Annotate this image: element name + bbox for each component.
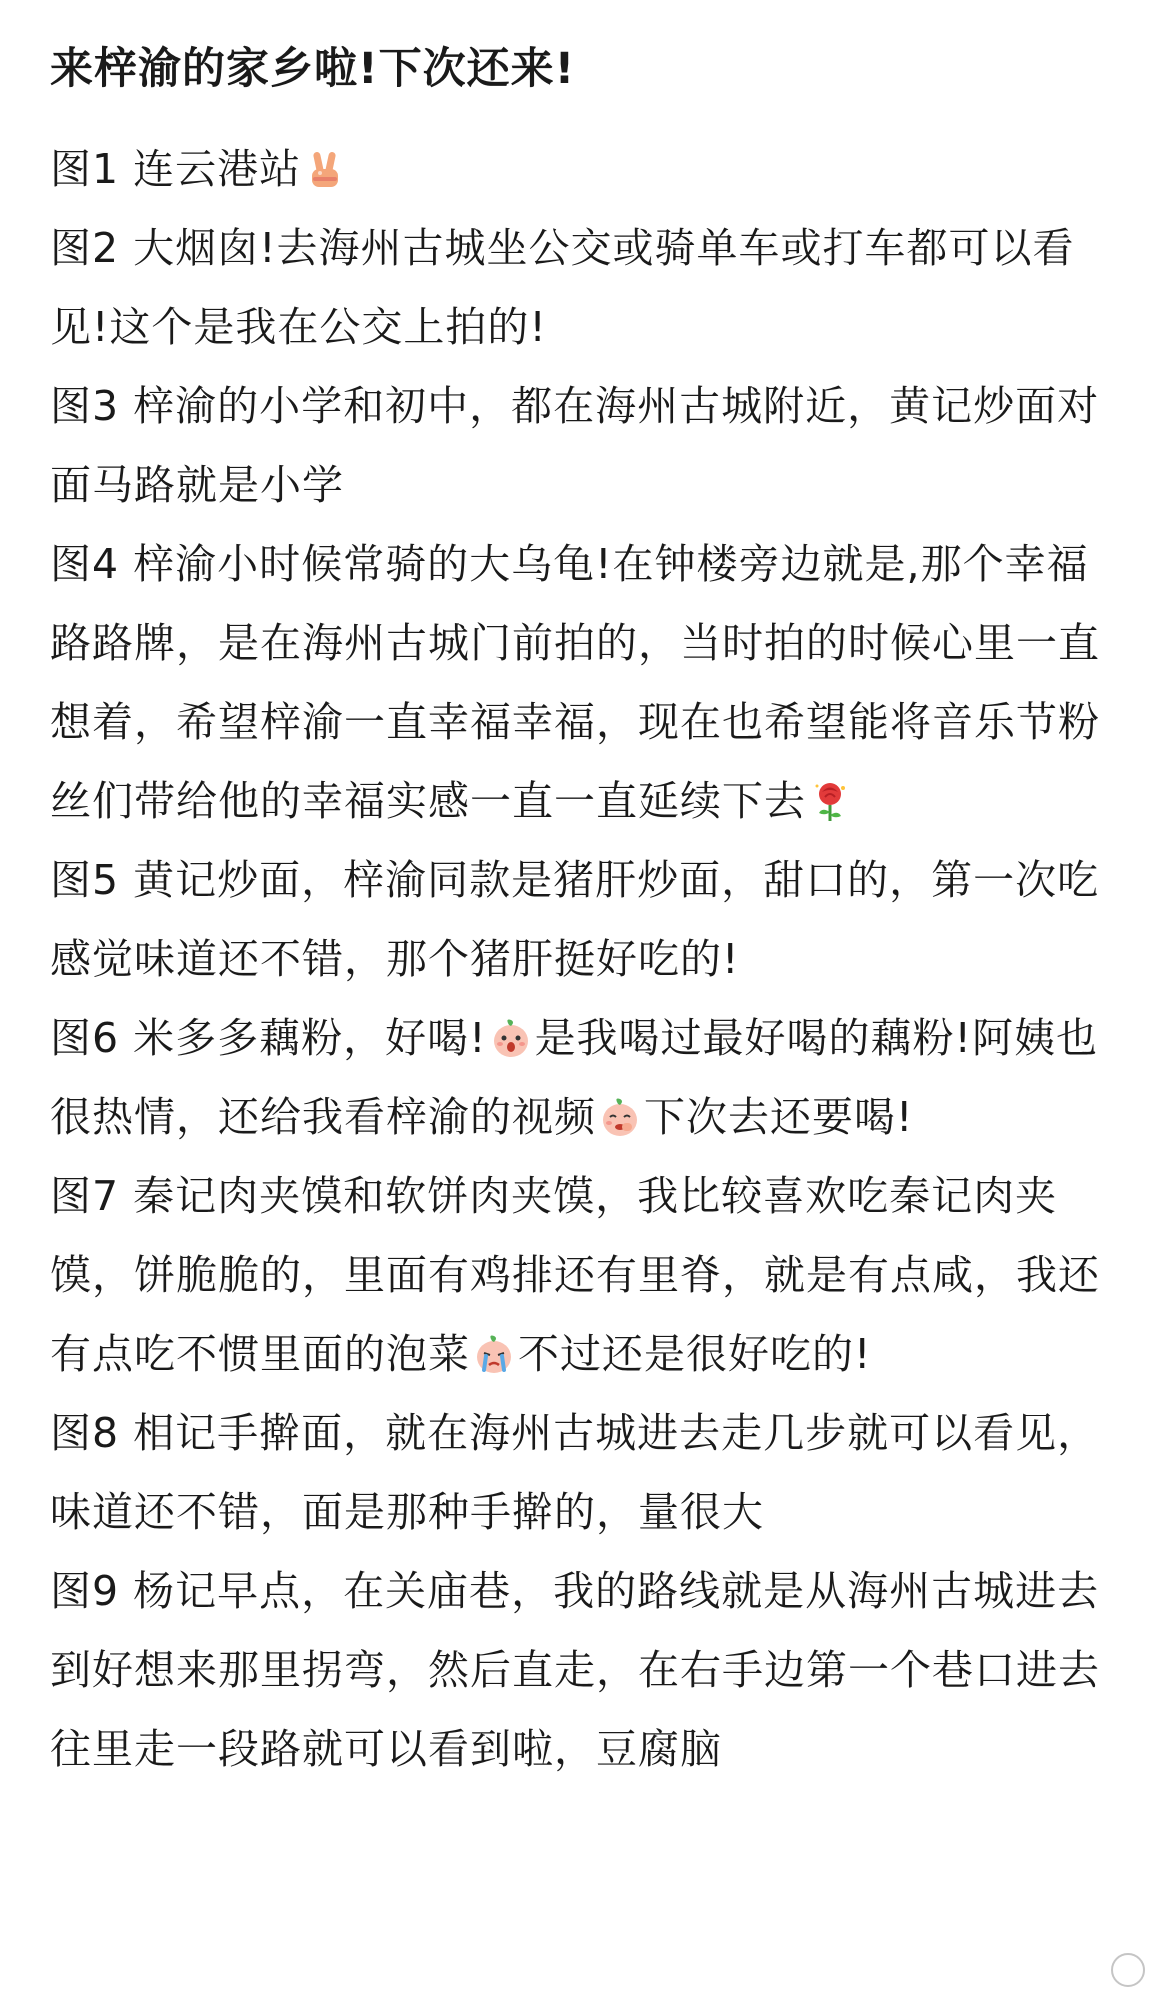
paragraph-7 — [50, 1157, 1120, 1394]
post-title: 来梓渝的家乡啦!下次还来! — [50, 44, 576, 94]
paragraph-text: 图1 连云港站 — [50, 145, 302, 193]
paragraph-text: 图5 黄记炒面，梓渝同款是猪肝炒面，甜口的，第一次吃感觉味道还不错，那个猪肝挺好吃的! — [50, 856, 1100, 983]
watermark-logo-icon — [1111, 1953, 1145, 1987]
peach-shocked-icon — [489, 1016, 533, 1060]
post-body — [50, 130, 1120, 1789]
paragraph-9 — [50, 1552, 1120, 1789]
victory-hand-icon — [303, 147, 347, 191]
paragraph-text: 图4 梓渝小时候常骑的大乌龟!在钟楼旁边就是,那个幸福路路牌，是在海州古城门前拍的，当时拍的时候心里一直想着，希望梓渝一直幸福幸福，现在也希望能将音乐节粉丝们带给他的幸福实感一直一直延续下去 — [50, 540, 1100, 825]
paragraph-2 — [50, 209, 1120, 367]
post — [50, 0, 1120, 1789]
rose-icon — [808, 779, 852, 823]
paragraph-text: 图2 大烟囱!去海州古城坐公交或骑单车或打车都可以看见!这个是我在公交上拍的! — [50, 224, 1075, 351]
paragraph-text: 图7 秦记肉夹馍和软饼肉夹馍，我比较喜欢吃秦记肉夹馍，饼脆脆的，里面有鸡排还有里脊，就是有点咸，我还有点吃不惯里面的泡菜 — [50, 1172, 1100, 1378]
peach-shy-icon — [598, 1095, 642, 1139]
paragraph-3 — [50, 367, 1120, 525]
paragraph-text: 是我喝过最好喝的藕粉!阿姨也很热情，还给我看梓渝的视频 — [50, 1014, 1098, 1141]
watermark — [1111, 1953, 1151, 1987]
paragraph-text: 图8 相记手擀面，就在海州古城进去走几步就可以看见，味道还不错，面是那种手擀的，量很大 — [50, 1409, 1100, 1536]
paragraph-text: 图6 米多多藕粉，好喝! — [50, 1014, 487, 1062]
paragraph-text: 不过还是很好吃的! — [518, 1330, 872, 1378]
paragraph-1 — [50, 130, 1120, 209]
paragraph-8 — [50, 1394, 1120, 1552]
paragraph-5 — [50, 841, 1120, 999]
paragraph-text: 下次去还要喝! — [644, 1093, 914, 1141]
paragraph-text: 图9 杨记早点，在关庙巷，我的路线就是从海州古城进去到好想来那里拐弯，然后直走，在右手边第一个巷口进去往里走一段路就可以看到啦，豆腐脑 — [50, 1567, 1100, 1773]
paragraph-text: 图3 梓渝的小学和初中，都在海州古城附近，黄记炒面对面马路就是小学 — [50, 382, 1100, 509]
paragraph-6 — [50, 999, 1120, 1157]
crying-face-icon — [472, 1332, 516, 1376]
paragraph-4 — [50, 525, 1120, 841]
